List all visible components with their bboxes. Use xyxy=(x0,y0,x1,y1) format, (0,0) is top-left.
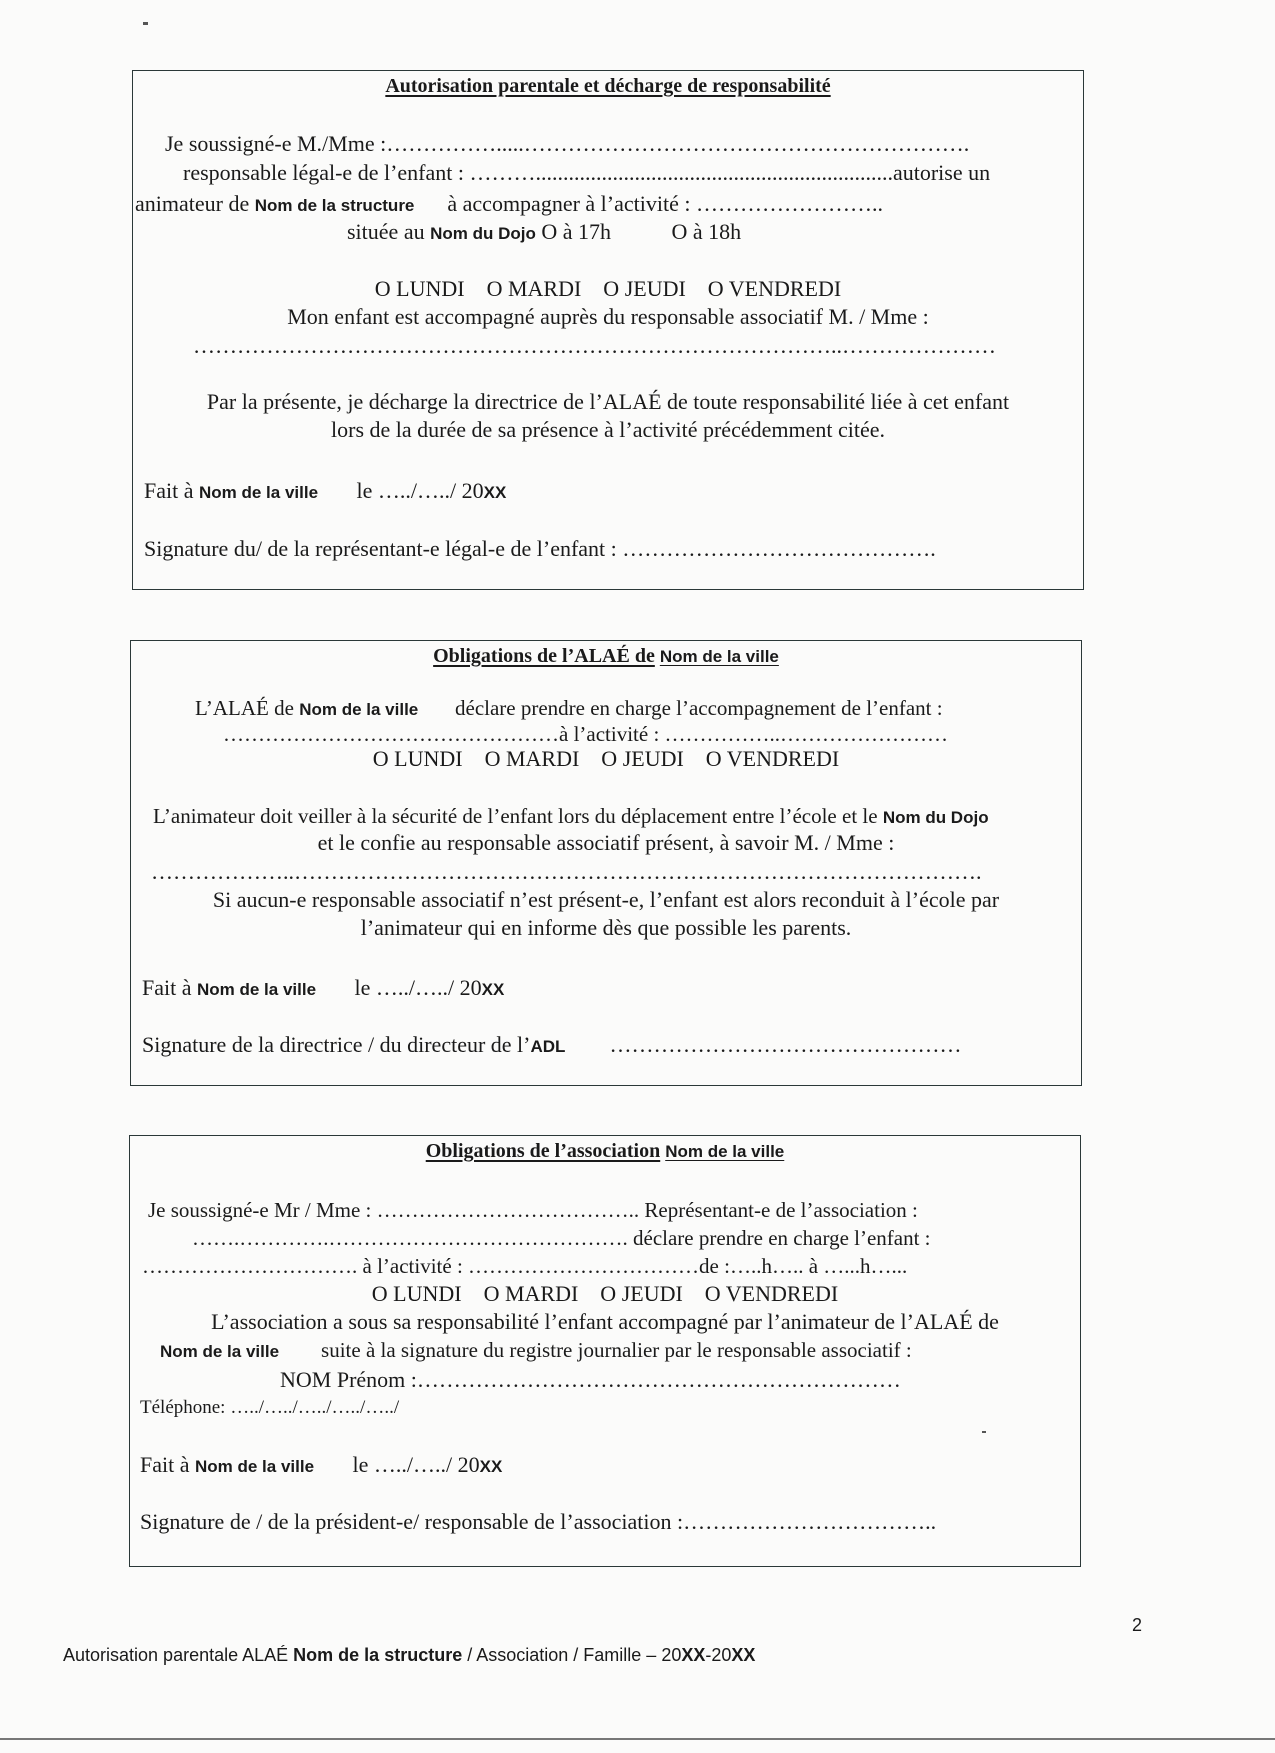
activity-line[interactable]: …………………………………………à l’activité : ……………..…………………… xyxy=(223,722,949,746)
text: suite à la signature du registre journalier par le responsable associatif : xyxy=(321,1338,912,1362)
city-placeholder: Nom de la ville xyxy=(665,1142,785,1161)
city-placeholder: Nom de la ville xyxy=(197,980,317,999)
year-placeholder: XX xyxy=(481,980,505,999)
register-line xyxy=(160,1337,912,1365)
city-placeholder: Nom de la ville xyxy=(299,700,419,719)
guardian-name-line: Je soussigné-e M./Mme :…………….....……………………………………………………. xyxy=(165,131,970,156)
parental-authorization-box xyxy=(132,70,1084,590)
scan-speck xyxy=(143,22,148,25)
text: Fait à xyxy=(142,975,192,1000)
section-title xyxy=(133,75,1083,98)
discharge-text-2: lors de la durée de sa présence à l’activité précédemment citée. xyxy=(331,417,885,442)
city-placeholder: Nom de la ville xyxy=(195,1457,315,1476)
year-placeholder: XX xyxy=(479,1457,503,1476)
activity-field: à accompagner à l’activité : …………………….. xyxy=(447,191,883,216)
date-field[interactable]: le …../…../ 20 xyxy=(354,975,482,1000)
safety-line xyxy=(153,803,989,831)
discharge-text-1: Par la présente, je décharge la directrice de l’ALAÉ de toute responsabilité liée à cet enfant xyxy=(206,389,1010,414)
section-title xyxy=(131,645,1081,668)
weekday-options[interactable]: O LUNDI O MARDI O JEUDI O VENDREDI xyxy=(371,1281,839,1306)
section-title-text: Obligations de l’ALAÉ de xyxy=(433,645,655,667)
city-placeholder: Nom de la ville xyxy=(199,483,319,502)
text: L’ALAÉ de xyxy=(195,696,294,720)
year-placeholder: XX xyxy=(483,483,507,502)
text: située au xyxy=(347,219,425,244)
dotted-field[interactable]: ………………..…………………………………………………………………………………. xyxy=(151,859,982,884)
location-line xyxy=(347,219,741,247)
city-placeholder: Nom de la ville xyxy=(160,1342,280,1361)
section-title xyxy=(130,1140,1080,1163)
text: animateur de xyxy=(135,191,250,216)
adl-placeholder: ADL xyxy=(530,1037,566,1056)
footer-text: / Association / Famille – 20 xyxy=(467,1645,682,1665)
place-date-line xyxy=(140,1452,502,1480)
text: Signature de la directrice / du directeur de l’ xyxy=(142,1032,531,1057)
text: L’animateur doit veiller à la sécurité de l’enfant lors du déplacement entre l’école et le xyxy=(153,804,878,828)
signature-field[interactable]: ………………………………………… xyxy=(609,1032,962,1057)
dotted-field[interactable]: ……………………………………………………………………………..………………… xyxy=(193,333,996,358)
year-placeholder: XX xyxy=(731,1645,756,1665)
responsibility-line: L’association a sous sa responsabilité l’enfant accompagné par l’animateur de l’ALAÉ de xyxy=(211,1309,999,1334)
signature-line[interactable]: Signature de / de la président-e/ responsable de l’association :…………………………….. xyxy=(140,1509,937,1534)
weekday-options[interactable]: O LUNDI O MARDI O JEUDI O VENDREDI xyxy=(374,276,842,301)
structure-name-placeholder: Nom de la structure xyxy=(293,1645,463,1665)
section-title-text: Obligations de l’association xyxy=(425,1140,661,1162)
text: Fait à xyxy=(144,478,194,503)
time-17h-option[interactable]: O à 17h xyxy=(541,219,612,244)
text: déclare prendre en charge l’accompagnement de l’enfant : xyxy=(455,696,943,720)
alae-obligations-box xyxy=(130,640,1082,1086)
weekday-options[interactable]: O LUNDI O MARDI O JEUDI O VENDREDI xyxy=(372,746,840,771)
name-field[interactable]: NOM Prénom :………………………………………………………… xyxy=(280,1367,901,1392)
page-number: 2 xyxy=(1132,1615,1143,1635)
entrust-line: et le confie au responsable associatif présent, à savoir M. / Mme : xyxy=(317,830,895,855)
section-title-text: Autorisation parentale et décharge de responsabilité xyxy=(385,75,831,97)
footer-text: -20 xyxy=(705,1645,732,1665)
guardian-role-line: responsable légal-e de l’enfant : ……….................................................................autorise un xyxy=(183,160,991,185)
alae-declares-line xyxy=(195,695,943,723)
structure-line xyxy=(135,191,883,219)
dojo-name-placeholder: Nom du Dojo xyxy=(882,808,989,827)
date-field[interactable]: le …../…../ 20 xyxy=(352,1452,480,1477)
scan-edge xyxy=(0,1738,1275,1740)
dojo-name-placeholder: Nom du Dojo xyxy=(430,224,536,243)
declare-line[interactable]: …….………….……………………………………. déclare prendre en charge l’enfant : xyxy=(192,1226,931,1250)
place-date-line xyxy=(144,478,506,506)
structure-name-placeholder: Nom de la structure xyxy=(254,196,415,215)
date-field[interactable]: le …../…../ 20 xyxy=(356,478,484,503)
accompanied-line: Mon enfant est accompagné auprès du responsable associatif M. / Mme : xyxy=(287,304,929,329)
time-18h-option[interactable]: O à 18h xyxy=(671,219,742,244)
text: Fait à xyxy=(140,1452,190,1477)
year-placeholder: XX xyxy=(681,1645,706,1665)
association-obligations-box xyxy=(129,1135,1081,1567)
signature-line[interactable]: Signature du/ de la représentant-e légal-e de l’enfant : ……………………………………. xyxy=(144,536,936,561)
signature-line[interactable] xyxy=(142,1032,961,1060)
representative-line[interactable]: Je soussigné-e Mr / Mme : ……………………………….. Représentant-e de l’association : xyxy=(148,1198,918,1222)
activity-time-line[interactable]: …………………………. à l’activité : ……………………………de :…..h….. à …...h…... xyxy=(142,1254,908,1278)
absent-line-2: l’animateur qui en informe dès que possible les parents. xyxy=(360,915,852,940)
place-date-line xyxy=(142,975,504,1003)
footer-text: Autorisation parentale ALAÉ xyxy=(63,1645,289,1665)
absent-line-1: Si aucun-e responsable associatif n’est présent-e, l’enfant est alors reconduit à l’école par xyxy=(212,887,1000,912)
city-placeholder: Nom de la ville xyxy=(659,647,779,666)
page-footer xyxy=(63,1645,755,1666)
phone-field[interactable]: Téléphone: …../…../…../…../…../ xyxy=(140,1397,400,1418)
